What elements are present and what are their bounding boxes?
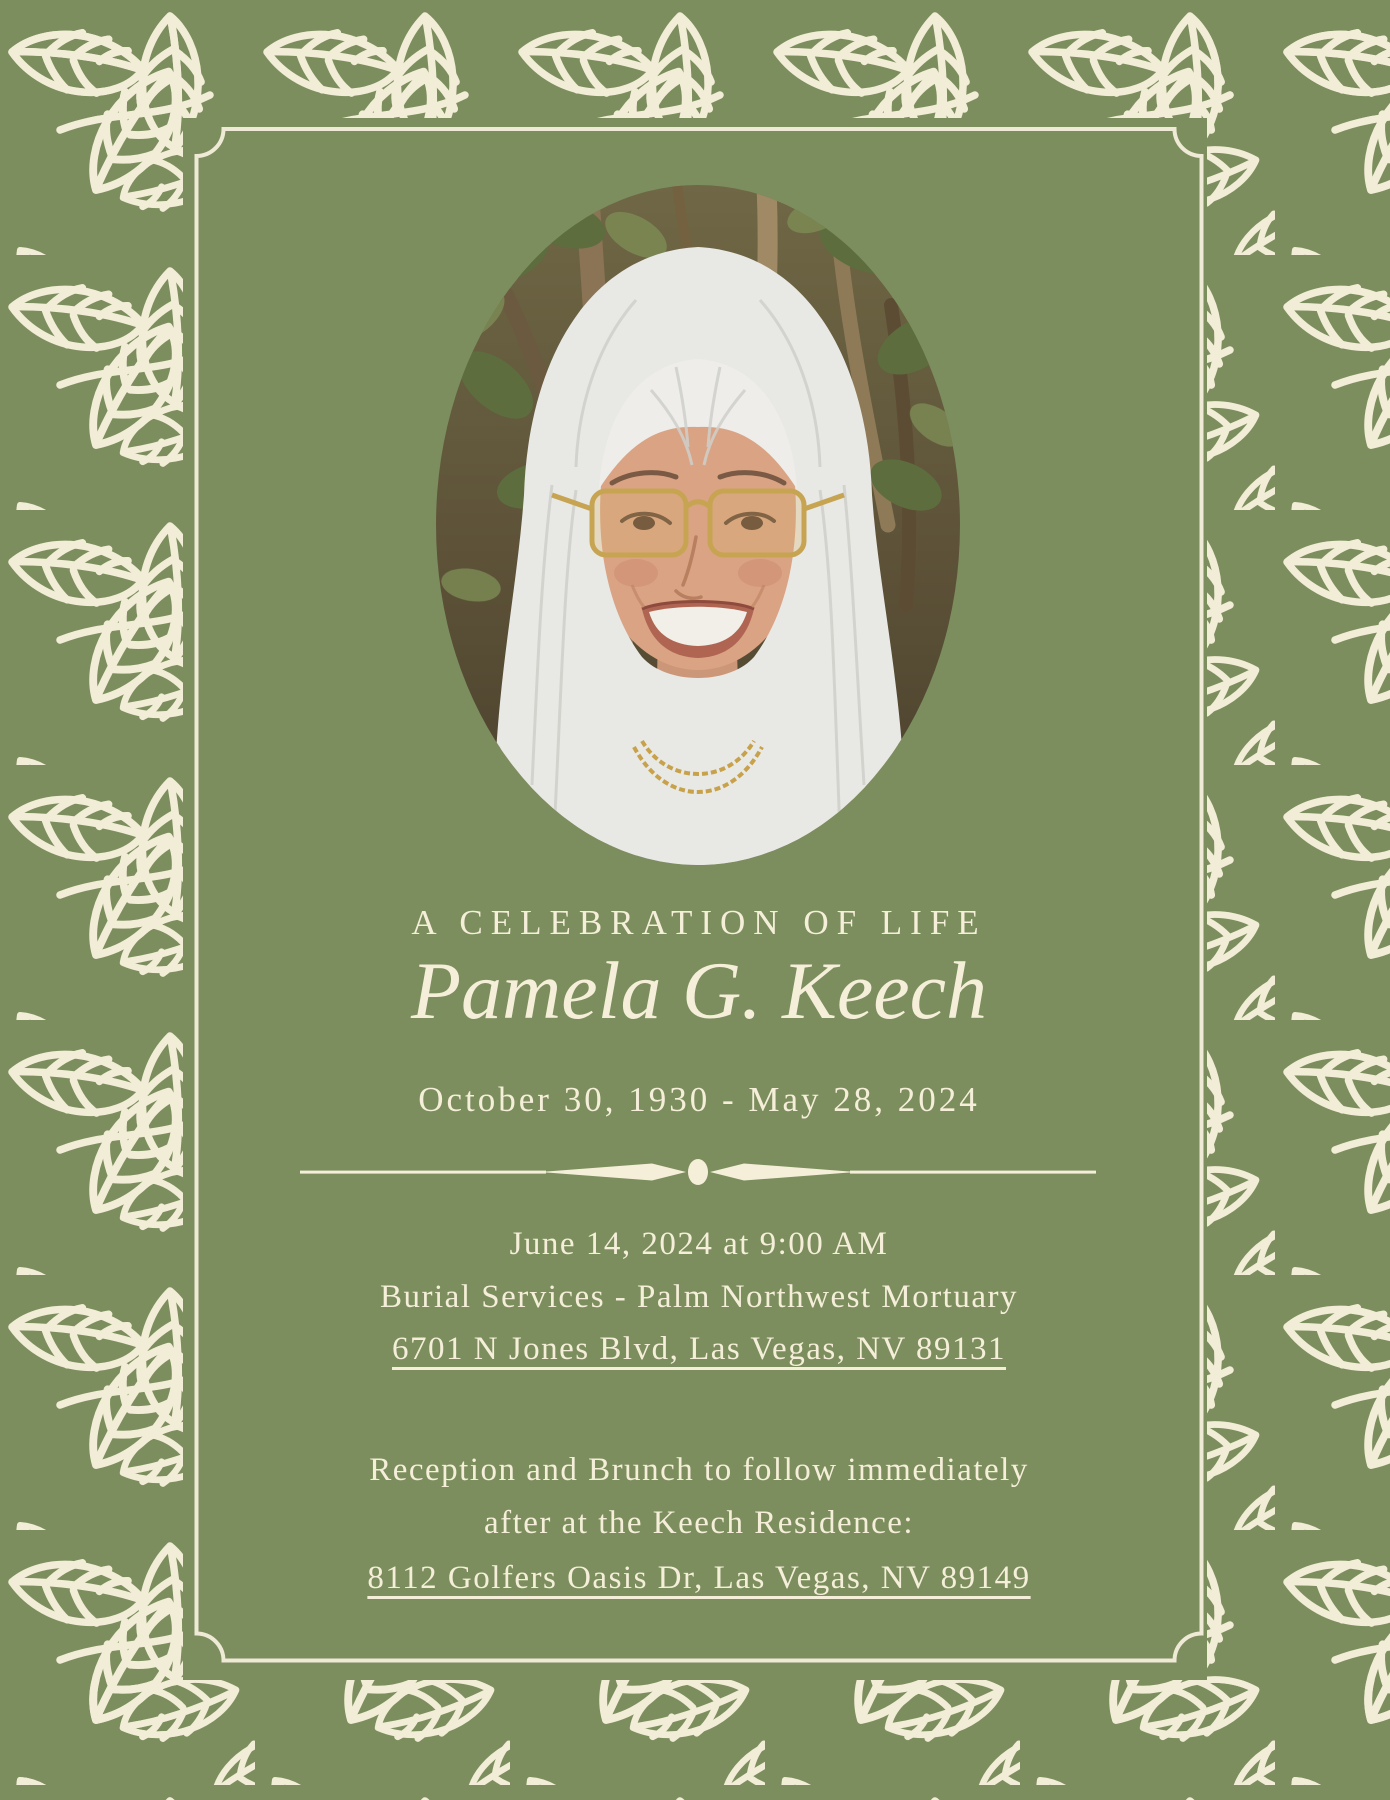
- deceased-name: Pamela G. Keech: [410, 945, 988, 1036]
- service-datetime: June 14, 2024 at 9:00 AM: [509, 1226, 889, 1262]
- celebration-eyebrow: A CELEBRATION OF LIFE: [411, 903, 987, 942]
- lifespan-dates: October 30, 1930 - May 28, 2024: [418, 1080, 980, 1119]
- reception-line2: after at the Keech Residence:: [483, 1505, 915, 1541]
- portrait-photo: [436, 185, 960, 865]
- reception-address-link[interactable]: 8112 Golfers Oasis Dr, Las Vegas, NV 89149: [367, 1560, 1031, 1596]
- service-event: Burial Services - Palm Northwest Mortuary: [380, 1279, 1018, 1315]
- service-address-link[interactable]: 6701 N Jones Blvd, Las Vegas, NV 89131: [391, 1331, 1007, 1367]
- reception-line1: Reception and Brunch to follow immediately: [369, 1452, 1029, 1488]
- divider-ornament-icon: [0, 1150, 1390, 1194]
